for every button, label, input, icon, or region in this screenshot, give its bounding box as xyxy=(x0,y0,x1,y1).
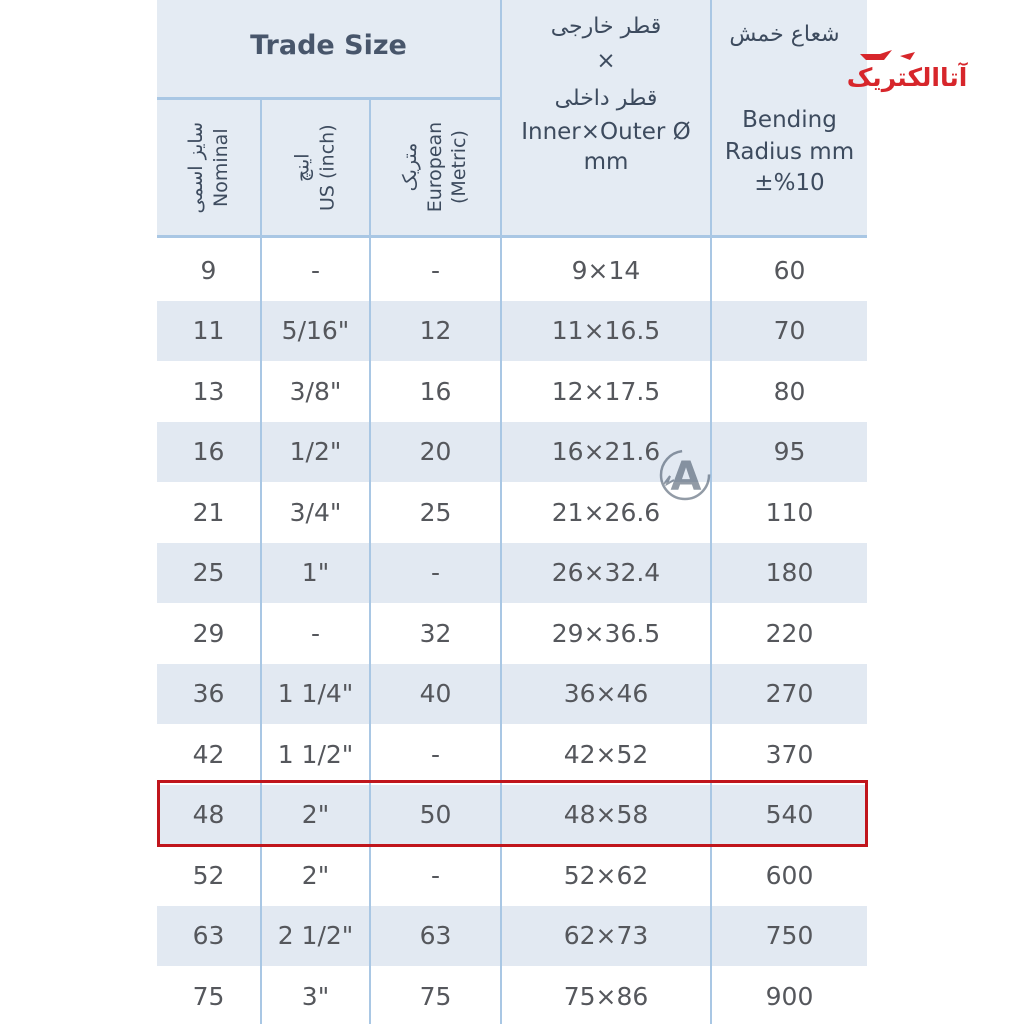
diameter-cell: 12×17.5 xyxy=(551,376,661,406)
bending-radius-cell: 600 xyxy=(765,860,814,890)
diameter-cell: 62×73 xyxy=(563,921,649,950)
bending-radius-cell: 70 xyxy=(773,316,806,345)
bending-radius-cell: 220 xyxy=(765,618,814,648)
inner-diameter-fa: قطر داخلی xyxy=(554,85,658,111)
us-inch-cell: - xyxy=(310,255,321,285)
us-inch-header xyxy=(262,100,369,235)
table-row xyxy=(157,543,867,603)
bending-radius-cell: 80 xyxy=(773,376,806,406)
table-row xyxy=(157,482,867,542)
table-row xyxy=(157,966,867,1024)
nominal-cell: 21 xyxy=(192,497,225,527)
bending-radius-cell: 900 xyxy=(765,981,814,1011)
metric-cell: - xyxy=(430,739,441,769)
nominal-cell: 16 xyxy=(192,437,225,466)
watermark-letter: A xyxy=(670,454,702,500)
size-table xyxy=(157,0,867,1024)
us-inch-cell: 1/2" xyxy=(289,437,342,466)
bending-radius-cell: 750 xyxy=(765,921,814,950)
metric-cell: 25 xyxy=(419,497,452,527)
table-row xyxy=(157,785,867,845)
bending-radius-cell: 270 xyxy=(765,679,814,708)
nominal-header-fa: سایز اسمی xyxy=(184,121,207,214)
table-row xyxy=(157,422,867,482)
diameter-unit: mm xyxy=(583,149,629,176)
metric-cell: - xyxy=(430,255,441,285)
table-row xyxy=(157,603,867,663)
metric-cell: 20 xyxy=(419,437,452,466)
brand-logo xyxy=(840,46,975,96)
column-divider xyxy=(369,97,371,1024)
metric-cell: - xyxy=(430,558,441,587)
outer-diameter-fa: قطر خارجی xyxy=(550,14,662,39)
bending-header-fa: شعاع خمش xyxy=(729,22,840,47)
nominal-cell: 42 xyxy=(192,739,225,769)
metric-cell: 63 xyxy=(419,921,452,950)
brand-logo-text: آتاالکتریک xyxy=(846,63,968,92)
european-header-fa: متریک xyxy=(399,143,422,192)
diameter-cell: 52×62 xyxy=(563,860,649,890)
nominal-cell: 36 xyxy=(192,679,225,708)
bending-radius-cell: 180 xyxy=(765,558,814,587)
diameter-cell: 29×36.5 xyxy=(551,618,661,648)
diameter-cell: 48×58 xyxy=(563,800,649,829)
table-row xyxy=(157,361,867,421)
diameter-cell: 16×21.6 xyxy=(551,437,661,466)
bending-radius-cell: 540 xyxy=(765,800,814,829)
column-divider xyxy=(500,0,502,1024)
metric-cell: 16 xyxy=(419,376,452,406)
table-row xyxy=(157,301,867,361)
nominal-cell: 48 xyxy=(192,800,225,829)
bending-radius-cell: 95 xyxy=(773,437,806,466)
nominal-cell: 9 xyxy=(200,255,217,285)
us-inch-cell: 2 1/2" xyxy=(277,921,354,950)
us-inch-cell: 3/8" xyxy=(289,376,342,406)
table-row xyxy=(157,845,867,905)
us-header-fa: اینچ xyxy=(291,153,314,182)
diameter-cell: 75×86 xyxy=(563,981,649,1011)
nominal-cell: 75 xyxy=(192,981,225,1011)
bending-radius-cell: 110 xyxy=(765,497,814,527)
diameter-header-en: Inner×Outer Ø xyxy=(521,118,691,145)
column-divider xyxy=(710,0,712,1024)
bending-radius-cell: 60 xyxy=(773,255,806,285)
nominal-cell: 11 xyxy=(192,316,225,345)
header-divider xyxy=(157,235,867,238)
nominal-cell: 13 xyxy=(192,376,225,406)
bending-radius-cell: 370 xyxy=(765,739,814,769)
diameter-cell: 11×16.5 xyxy=(551,316,661,345)
us-inch-cell: 1 1/4" xyxy=(277,679,354,708)
column-divider xyxy=(260,97,262,1024)
us-inch-cell: 5/16" xyxy=(281,316,350,345)
diameter-cell: 42×52 xyxy=(563,739,649,769)
subheader-divider xyxy=(157,97,500,100)
table-row xyxy=(157,664,867,724)
trade-size-heading: Trade Size xyxy=(250,29,407,61)
us-inch-cell: 3/4" xyxy=(289,497,342,527)
european-header-en: European xyxy=(424,122,447,213)
table-row xyxy=(157,240,867,300)
diameter-cell: 9×14 xyxy=(571,255,641,285)
diameter-header xyxy=(502,10,710,177)
metric-cell: 75 xyxy=(419,981,452,1011)
us-inch-cell: - xyxy=(310,618,321,648)
table-row xyxy=(157,906,867,966)
us-header-en: US (inch) xyxy=(316,124,339,211)
nominal-cell: 25 xyxy=(192,558,225,587)
times-symbol: × xyxy=(596,48,616,74)
metric-cell: - xyxy=(430,860,441,890)
nominal-cell: 52 xyxy=(192,860,225,890)
european-header-en2: (Metric) xyxy=(448,130,471,205)
us-inch-cell: 1 1/2" xyxy=(277,739,354,769)
diameter-cell: 36×46 xyxy=(563,679,649,708)
nominal-header xyxy=(157,100,260,235)
nominal-cell: 29 xyxy=(192,618,225,648)
watermark-logo xyxy=(650,440,720,510)
us-inch-cell: 3" xyxy=(301,981,330,1011)
metric-cell: 50 xyxy=(419,800,452,829)
us-inch-cell: 1" xyxy=(301,558,330,587)
diameter-cell: 26×32.4 xyxy=(551,558,661,587)
us-inch-cell: 2" xyxy=(301,800,330,829)
us-inch-cell: 2" xyxy=(301,860,330,890)
nominal-header-en: Nominal xyxy=(209,128,232,207)
european-metric-header xyxy=(371,100,500,235)
bending-header-en2: Radius mm xyxy=(724,138,855,165)
nominal-cell: 63 xyxy=(192,921,225,950)
bending-header-en3: ±%10 xyxy=(754,170,825,197)
metric-cell: 32 xyxy=(419,618,452,648)
bending-header-en1: Bending xyxy=(742,107,837,133)
table-row xyxy=(157,724,867,784)
metric-cell: 40 xyxy=(419,679,452,708)
diameter-cell: 21×26.6 xyxy=(551,497,661,527)
metric-cell: 12 xyxy=(419,316,452,345)
